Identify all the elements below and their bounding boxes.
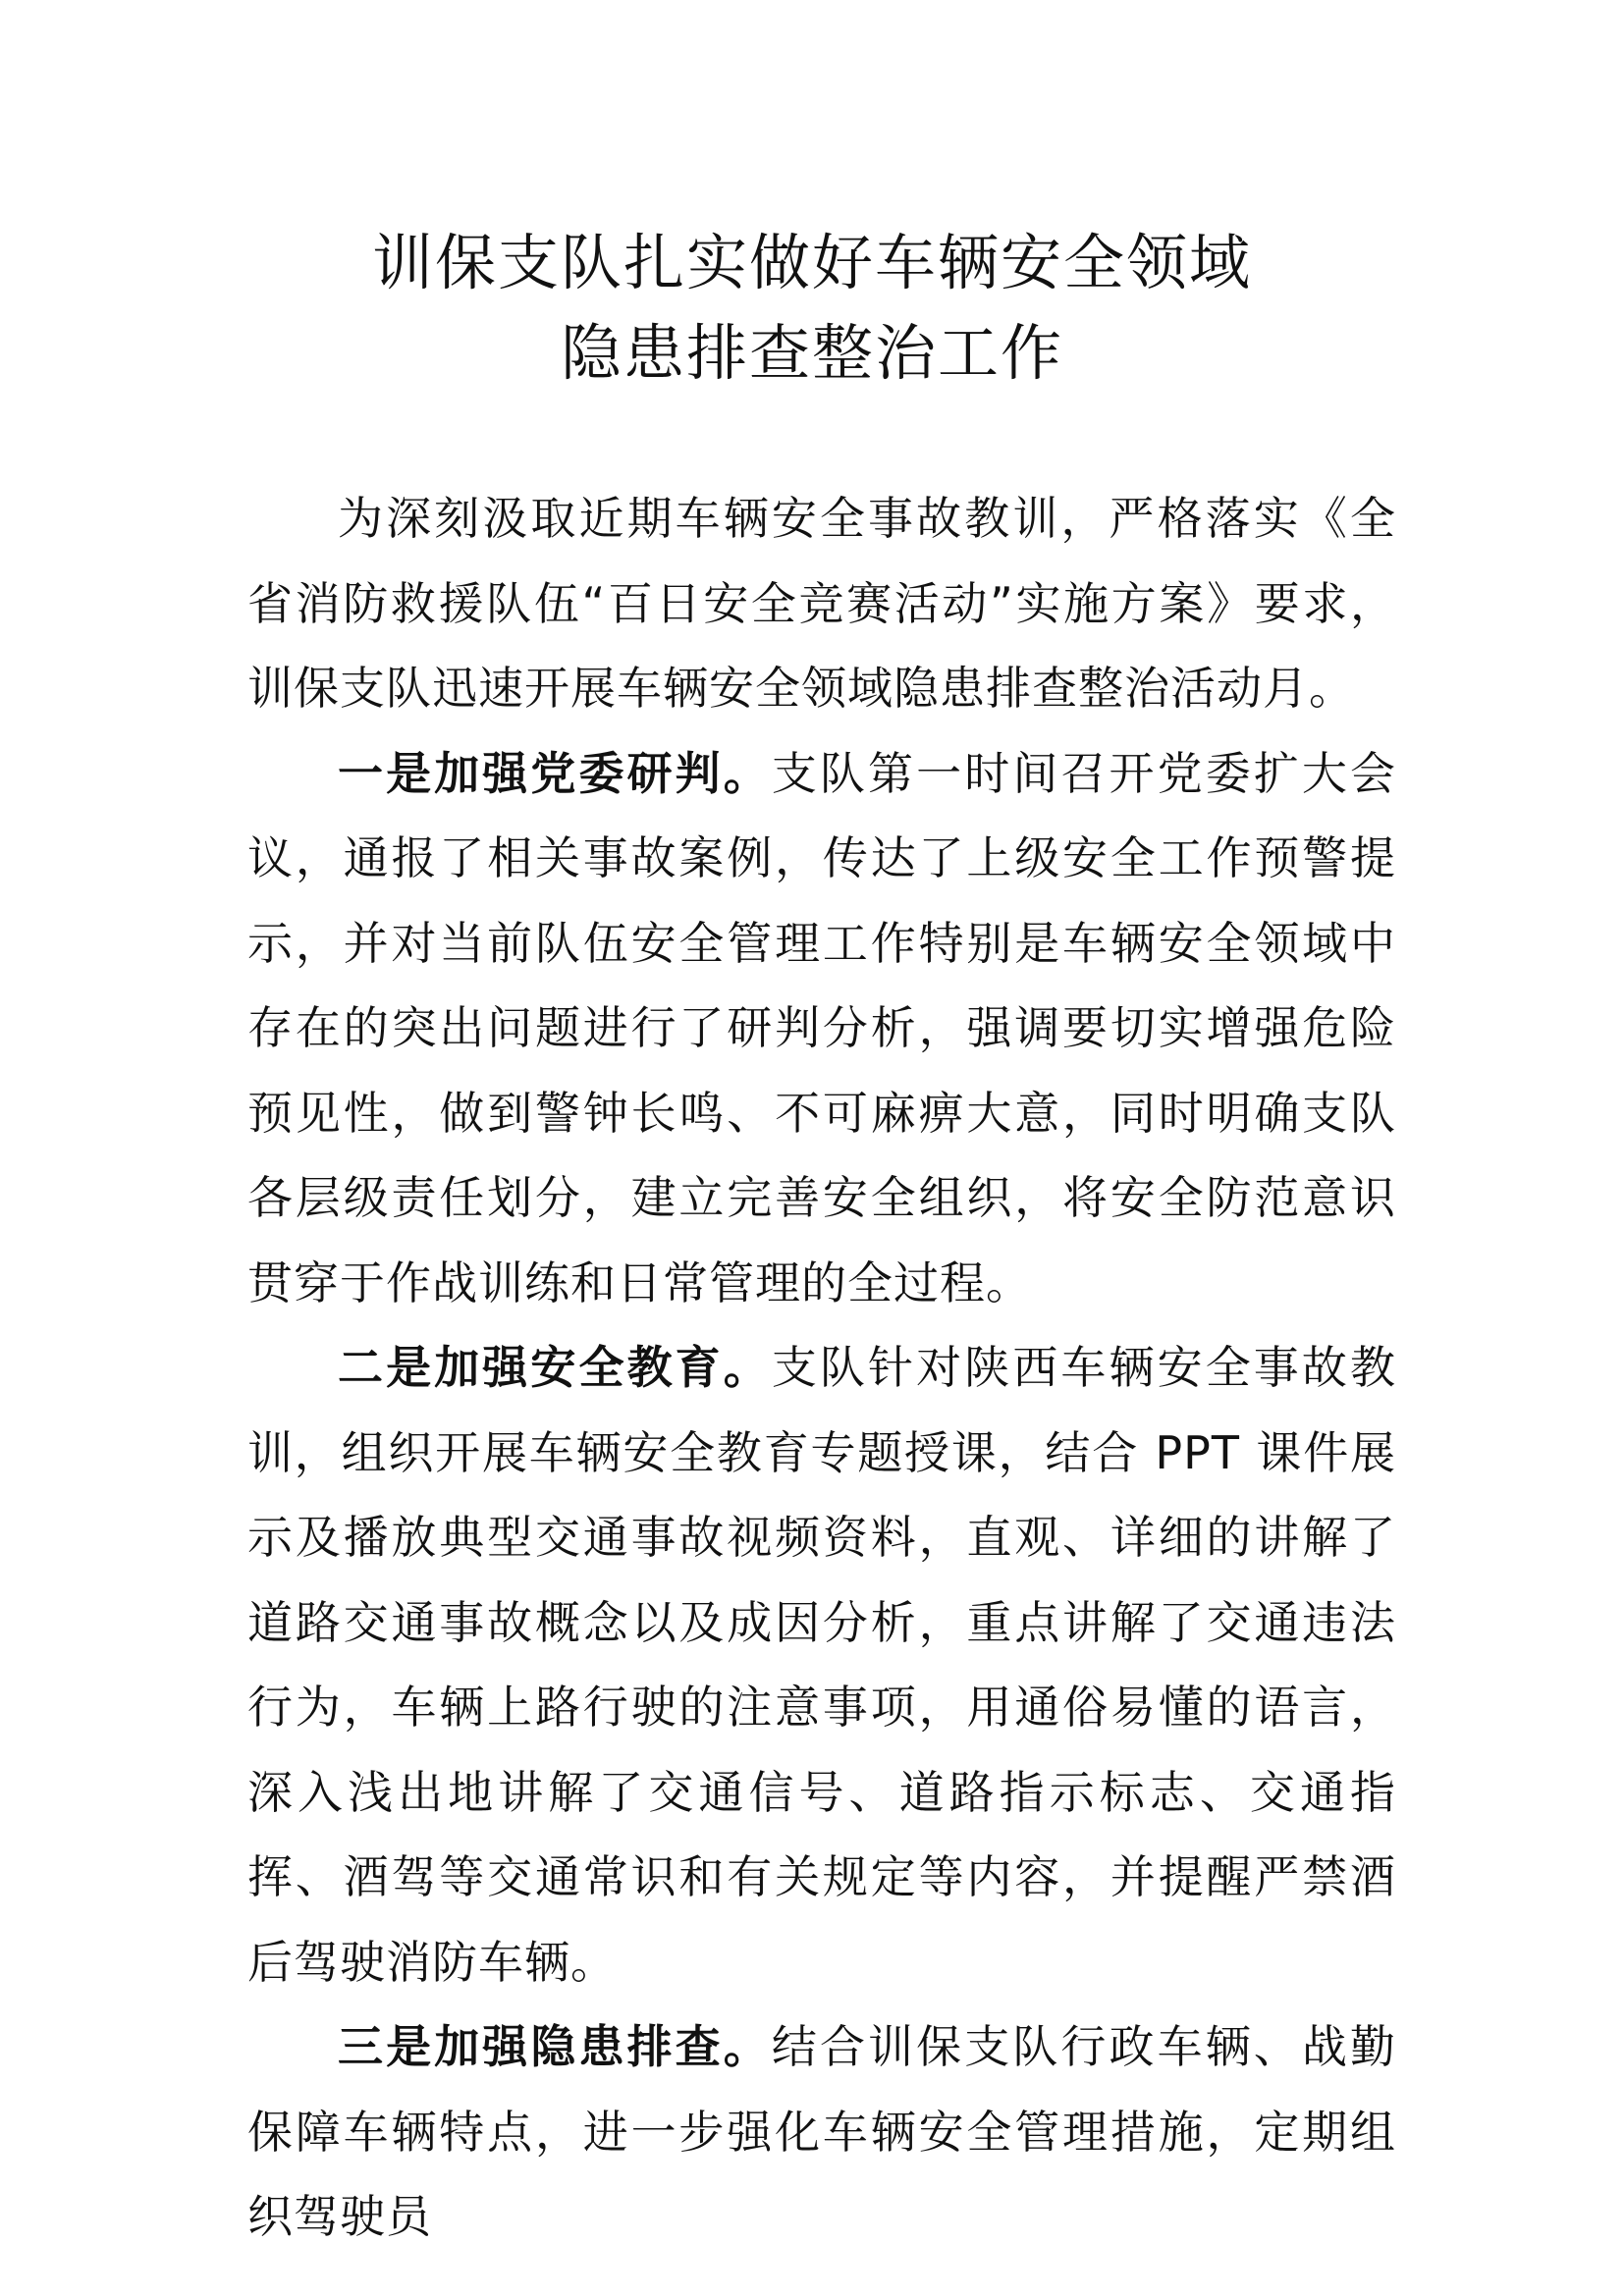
section-1-text: 支队第一时间召开党委扩大会议，通报了相关事故案例，传达了上级安全工作预警提示，并对当前队伍安全管理工作特别是车辆安全领域中存在的突出问题进行了研判分析，强调要切实增强危险预见性，做到警钟长鸣、不可麻痹大意，同时明确支队各层级责任划分，建立完善安全组织，将安全防范意识贯穿于作战训练和日常管理的全过程。 [247,746,1397,1309]
document-title [0,218,1624,399]
section-2-lead: 二是加强安全教育。 [338,1341,772,1394]
section-2-text: 支队针对陕西车辆安全事故教训，组织开展车辆安全教育专题授课，结合 PPT 课件展示及播放典型交通事故视频资料，直观、详细的讲解了道路交通事故概念以及成因分析，重点讲解了交通违法行为，车辆上路行驶的注意事项，用通俗易懂的语言，深入浅出地讲解了交通信号、道路指示标志、交通指挥、酒驾等交通常识和有关规定等内容，并提醒严禁酒后驾驶消防车辆。 [247,1341,1397,1989]
section-paragraph-3 [247,2004,1396,2260]
section-3-text: 结合训保支队行政车辆、战勤保障车辆特点，进一步强化车辆安全管理措施，定期组织驾驶员 [247,2020,1397,2243]
section-3-lead: 三是加强隐患排查。 [338,2020,772,2073]
intro-paragraph: 为深刻汲取近期车辆安全事故教训，严格落实《全省消防救援队伍“百日安全竞赛活动”实施方案》要求，训保支队迅速开展车辆安全领域隐患排查整治活动月。 [247,492,1396,715]
document-body [247,476,1396,2260]
title-line-1: 训保支队扎实做好车辆安全领域 [371,227,1252,298]
section-1-lead: 一是加强党委研判。 [338,746,772,800]
section-paragraph-2 [247,1325,1396,2004]
section-paragraph-1 [247,731,1396,1326]
title-line-2: 隐患排查整治工作 [560,317,1063,389]
